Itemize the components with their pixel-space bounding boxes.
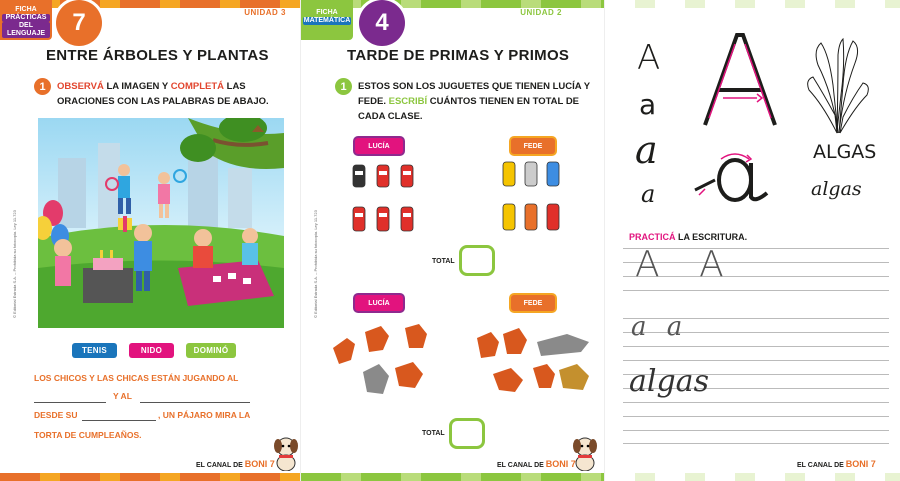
ficha-label: FICHA MATEMÁTICA bbox=[303, 9, 351, 24]
sentence-2a: DESDE SU bbox=[34, 410, 78, 420]
big-a-stroke-guide bbox=[695, 30, 785, 130]
lucia-cars bbox=[349, 163, 423, 238]
word-algas-caps: ALGAS bbox=[813, 141, 877, 163]
instruction-text: ESTOS SON LOS JUGUETES QUE TIENEN LUCÍA Y FEDE. ESCRIBÍ CUÁNTOS TIENEN EN TOTAL DE CADA CLASE. bbox=[358, 81, 590, 122]
sentence-3: TORTA DE CUMPLEAÑOS. bbox=[34, 430, 142, 440]
instruction-text: OBSERVÁ LA IMAGEN Y COMPLETÁ LAS ORACIONES CON LAS PALABRAS DE ABAJO. bbox=[57, 81, 269, 107]
word-algas-script: algas bbox=[811, 178, 862, 200]
fede-dinosaurs bbox=[473, 318, 598, 406]
word-chip-domino: DOMINÓ bbox=[186, 343, 236, 358]
bottom-stripe bbox=[0, 473, 300, 481]
copyright-note: © Editorial Estrada S.A. – Prohibida su fotocopia. Ley 11.723 bbox=[12, 210, 17, 318]
ficha-label: FICHA PRÁCTICAS DEL LENGUAJE bbox=[2, 6, 50, 38]
lowercase-a: a bbox=[639, 88, 657, 121]
page-title: ENTRE ÁRBOLES Y PLANTAS bbox=[46, 47, 269, 64]
blank-line[interactable] bbox=[34, 402, 106, 403]
total-answer-box[interactable] bbox=[459, 245, 495, 276]
dog-mascot bbox=[572, 435, 598, 471]
script-a-large: a bbox=[635, 128, 658, 172]
fede-label: FEDE bbox=[511, 138, 555, 154]
total-answer-box[interactable] bbox=[449, 418, 485, 449]
lesson-number-badge: 7 bbox=[56, 0, 102, 46]
footer-text: EL CANAL DE BONI 7 bbox=[797, 459, 876, 469]
practice-instruction: PRACTICÁ LA ESCRITURA. bbox=[629, 232, 748, 242]
footer-text: EL CANAL DE BONI 7 bbox=[497, 459, 576, 469]
top-stripe bbox=[605, 0, 900, 8]
unit-label: UNIDAD 3 bbox=[244, 8, 286, 17]
page-title: TARDE DE PRIMAS Y PRIMOS bbox=[347, 47, 570, 64]
uppercase-a: A bbox=[637, 38, 661, 78]
sentence-1b: Y AL bbox=[113, 391, 132, 401]
step-number: 1 bbox=[335, 78, 352, 95]
blank-line[interactable] bbox=[140, 402, 250, 403]
lucia-dinosaurs bbox=[325, 318, 437, 406]
sentence-2b: , UN PÁJARO MIRA LA bbox=[158, 410, 251, 420]
footer-text: EL CANAL DE BONI 7 bbox=[196, 459, 275, 469]
middle-page bbox=[300, 0, 604, 481]
lucia-label: LUCÍA bbox=[355, 295, 403, 311]
step-number: 1 bbox=[34, 78, 51, 95]
unit-label: UNIDAD 2 bbox=[520, 8, 562, 17]
bottom-stripe bbox=[301, 473, 604, 481]
blank-line[interactable] bbox=[82, 420, 156, 421]
script-a-stroke-guide bbox=[685, 145, 785, 215]
algae-illustration bbox=[803, 35, 873, 135]
right-page bbox=[604, 0, 900, 481]
trace-row-lowercase: a a bbox=[631, 312, 689, 342]
park-illustration bbox=[38, 118, 284, 328]
left-page bbox=[0, 0, 300, 481]
bottom-stripe bbox=[605, 473, 900, 481]
total-label: TOTAL bbox=[432, 258, 455, 265]
fede-label: FEDE bbox=[511, 295, 555, 311]
copyright-note: © Editorial Estrada S.A. – Prohibida su fotocopia. Ley 11.723 bbox=[313, 210, 318, 318]
sentence-1a: LOS CHICOS Y LAS CHICAS ESTÁN JUGANDO AL bbox=[34, 373, 239, 383]
lucia-label: LUCÍA bbox=[355, 138, 403, 154]
word-chip-tenis: TENIS bbox=[72, 343, 117, 358]
lesson-number-badge: 4 bbox=[359, 0, 405, 46]
total-label: TOTAL bbox=[422, 430, 445, 437]
script-a-small: a bbox=[641, 180, 656, 208]
word-chip-nido: NIDO bbox=[129, 343, 174, 358]
trace-row-word: algas bbox=[629, 364, 709, 399]
trace-row-uppercase: A A bbox=[635, 244, 738, 285]
dog-mascot bbox=[273, 435, 299, 471]
fede-cars bbox=[499, 160, 567, 238]
